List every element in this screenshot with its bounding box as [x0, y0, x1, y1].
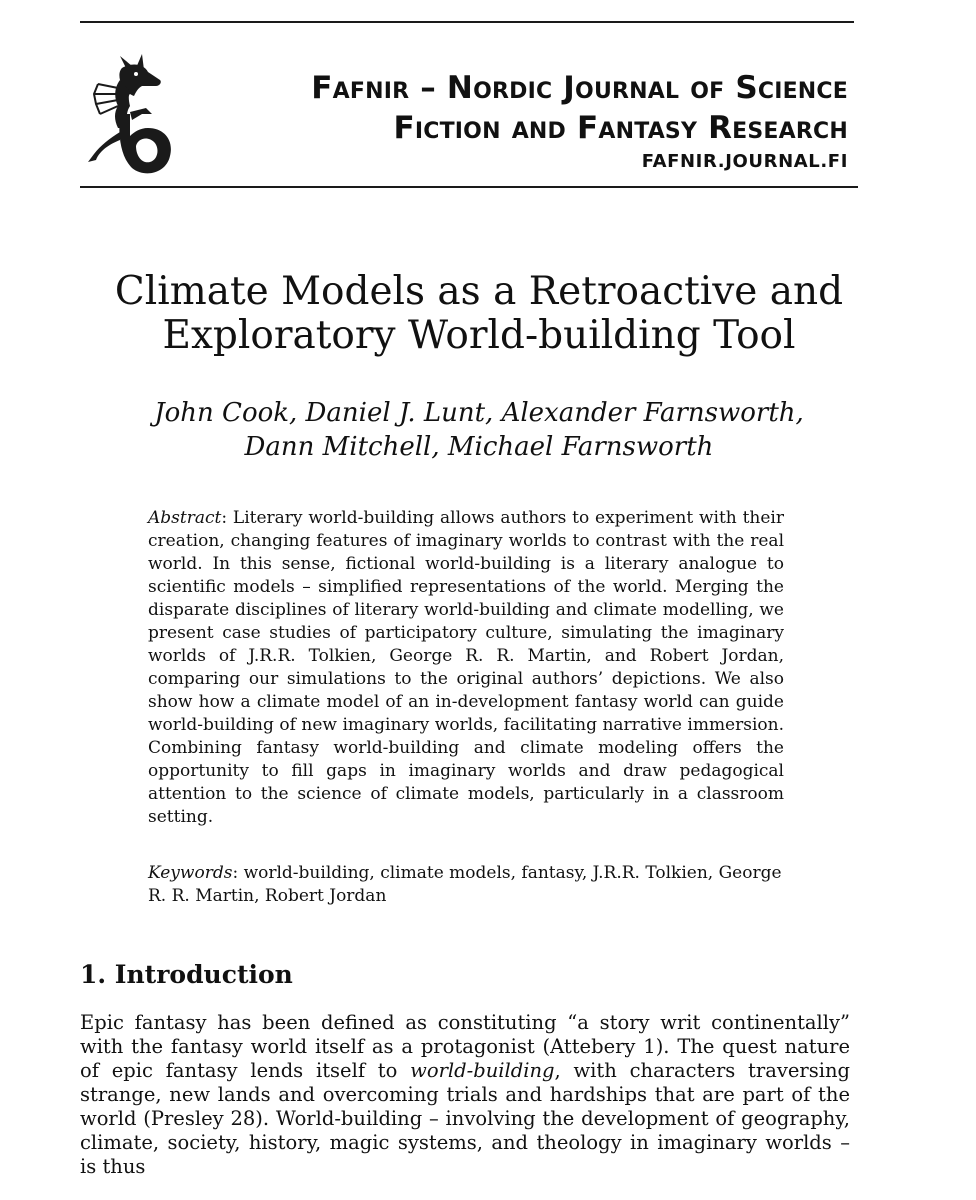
- keywords: [148, 862, 784, 908]
- intro-text-part-1: Epic fantasy has been defined as constituting “a story writ continentally” with the fantasy world itself as a protagonist (Attebery 1). The quest nature of epic fantasy lends itself to: [80, 1011, 850, 1082]
- section-heading-introduction: 1. Introduction: [80, 960, 293, 989]
- journal-url[interactable]: FAFNIR.JOURNAL.FI: [641, 151, 848, 172]
- abstract: [148, 507, 784, 829]
- intro-italic-term: world-building: [410, 1059, 555, 1082]
- paper-title: [80, 270, 878, 358]
- abstract-label: Abstract: [148, 508, 222, 528]
- header-top-rule: [80, 21, 854, 23]
- paper-title-line-1: Climate Models as a Retroactive and: [114, 269, 844, 314]
- paper-title-line-2: Exploratory World-building Tool: [162, 313, 796, 358]
- intro-text-part-2: , with characters traversing strange, new lands and overcoming trials and hardships that are part of the world (Presley 28). World-building – involving the development of geography, climate, society, history, magic systems, and theology in imaginary worlds – is thus: [80, 1059, 850, 1178]
- authors-line-2: Dann Mitchell, Michael Farnsworth: [244, 432, 714, 462]
- keywords-label: Keywords: [148, 863, 233, 883]
- introduction-paragraph: [80, 1011, 850, 1179]
- keywords-text: : world-building, climate models, fantasy, J.R.R. Tolkien, George R. R. Martin, Robert Jordan: [148, 863, 782, 906]
- header-bottom-rule: [80, 186, 858, 188]
- author-list: [80, 396, 878, 464]
- abstract-text: : Literary world-building allows authors to experiment with their creation, changing features of imaginary worlds to contrast with the real world. In this sense, fictional world-building is a literary analogue to scientific models – simplified representations of the world. Merging the disparate disciplines of literary world-building and climate modelling, we present case studies of participatory culture, simulating the imaginary worlds of J.R.R. Tolkien, George R. R. Martin, and Robert Jordan, comparing our simulations to the original authors’ depictions. We also show how a climate model of an in-development fantasy world can guide world-building of new imaginary worlds, facilitating narrative immersion. Combining fantasy world-building and climate modeling offers the opportunity to fill gaps in imaginary worlds and draw pedagogical attention to the science of climate models, particularly in a classroom setting.: [148, 508, 784, 827]
- journal-name-line-1: Fafnir – Nordic Journal of Science: [311, 70, 848, 106]
- journal-name-line-2: Fiction and Fantasy Research: [393, 110, 848, 146]
- authors-line-1: John Cook, Daniel J. Lunt, Alexander Farnsworth,: [154, 398, 804, 428]
- dragon-logo-icon: [84, 54, 176, 178]
